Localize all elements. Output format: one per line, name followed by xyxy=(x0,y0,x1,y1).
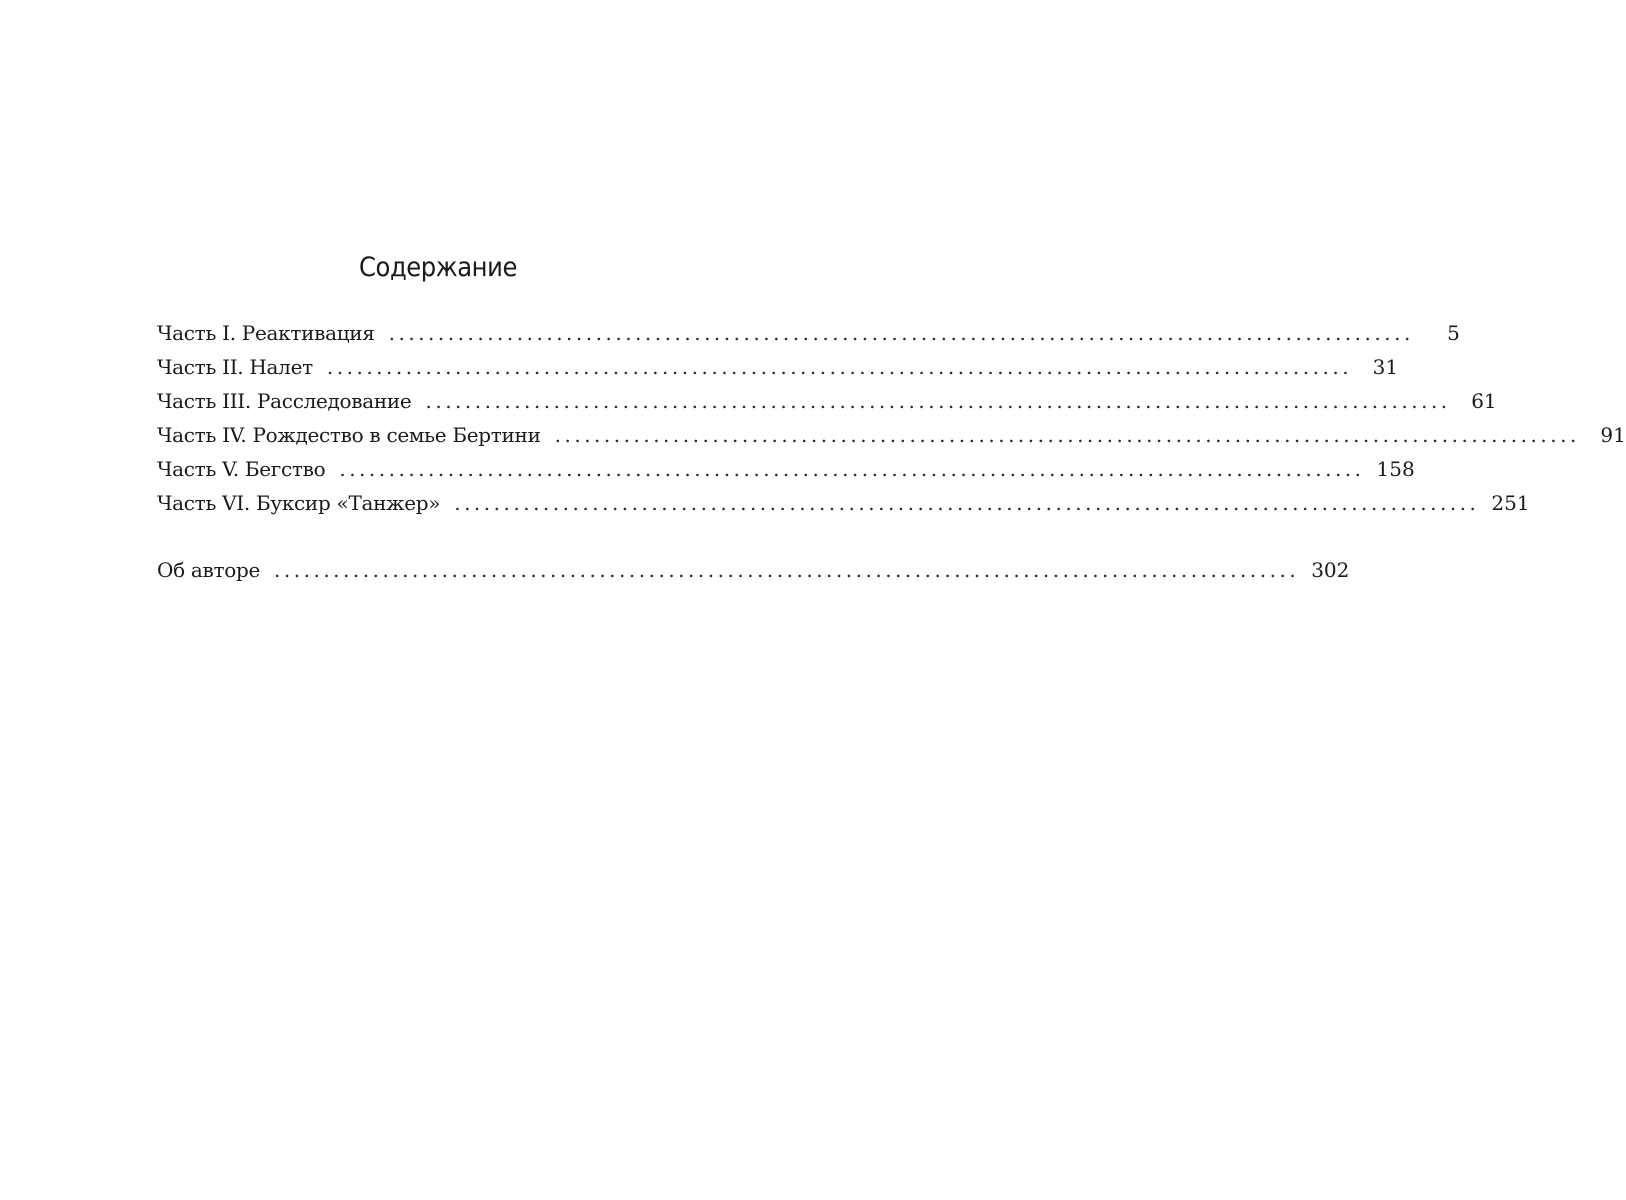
toc-entry-page: 5 xyxy=(1447,321,1460,345)
toc-entry-label: Часть III. Расследование xyxy=(157,389,412,413)
toc-entry xyxy=(157,384,1497,418)
toc-entry-page: 302 xyxy=(1311,558,1350,582)
toc-entry xyxy=(157,452,1415,486)
page-title: Содержание xyxy=(359,252,517,283)
toc-entry xyxy=(157,316,1460,350)
toc-entry-label: Часть IV. Рождество в семье Бертини xyxy=(157,423,541,447)
toc-entry xyxy=(157,486,1530,520)
toc-entry-page: 91 xyxy=(1600,423,1626,447)
toc-entry-page: 158 xyxy=(1376,457,1415,481)
table-of-contents xyxy=(157,316,1626,587)
toc-entry-label: Часть VI. Буксир «Танжер» xyxy=(157,491,441,515)
toc-entry xyxy=(157,553,1350,587)
toc-entry-label: Часть V. Бегство xyxy=(157,457,326,481)
dot-leader: ........................................................................................................ xyxy=(454,491,1480,515)
toc-entry-page: 251 xyxy=(1491,491,1530,515)
toc-entry xyxy=(157,418,1626,452)
dot-leader: ........................................................................................................ xyxy=(554,423,1580,447)
toc-entry xyxy=(157,350,1399,384)
toc-entry-label: Об авторе xyxy=(157,558,261,582)
toc-entry-page: 31 xyxy=(1372,355,1399,379)
toc-entry-label: Часть I. Реактивация xyxy=(157,321,375,345)
dot-leader: ........................................................................................................ xyxy=(339,457,1365,481)
dot-leader: ........................................................................................................ xyxy=(425,389,1451,413)
dot-leader: ........................................................................................................ xyxy=(326,355,1353,379)
dot-leader: ........................................................................................................ xyxy=(388,321,1414,345)
toc-entry-page: 61 xyxy=(1471,389,1497,413)
dot-leader: ........................................................................................................ xyxy=(274,558,1300,582)
toc-entry-label: Часть II. Налет xyxy=(157,355,313,379)
